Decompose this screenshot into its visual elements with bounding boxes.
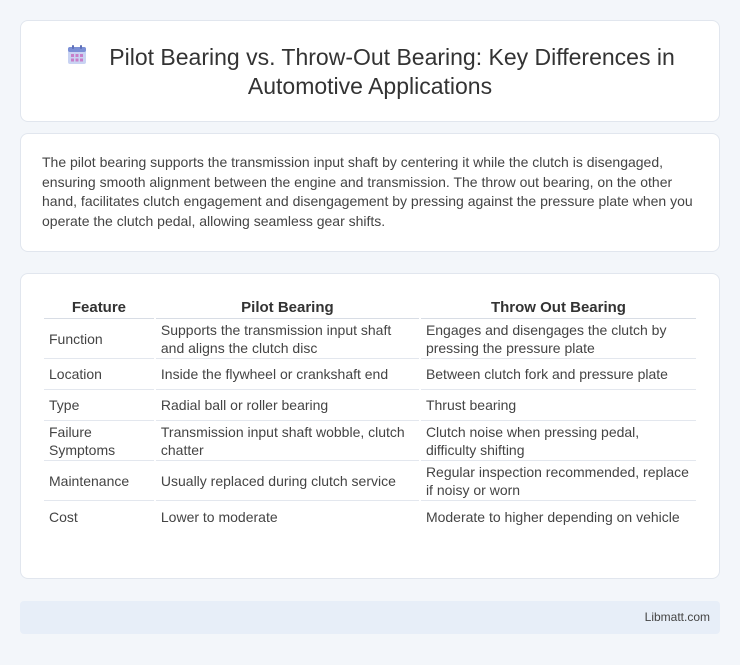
header-feature: Feature bbox=[44, 296, 154, 319]
table-row bbox=[44, 501, 696, 532]
footer-source[interactable]: Libmatt.com bbox=[644, 610, 710, 624]
intro-paragraph: The pilot bearing supports the transmission input shaft by centering it while the clutch is disengaged, ensuring smooth alignment between the engine and transmission. The throw out bearing, on the other hand, facilitates clutch engagement and disengagement by pressing against the pressure plate when you operate the clutch pedal, allowing seamless gear shifts. bbox=[42, 154, 693, 229]
table-row bbox=[44, 461, 696, 501]
feature-cell: Function bbox=[44, 319, 154, 359]
throwout-cell: Engages and disengages the clutch by pressing the pressure plate bbox=[421, 319, 696, 359]
throwout-cell: Between clutch fork and pressure plate bbox=[421, 359, 696, 390]
feature-cell: Cost bbox=[49, 508, 78, 525]
table-row bbox=[44, 319, 696, 359]
throwout-cell: Clutch noise when pressing pedal, difficulty shifting bbox=[421, 421, 696, 461]
pilot-cell: Inside the flywheel or crankshaft end bbox=[156, 359, 419, 390]
pilot-cell: Supports the transmission input shaft and aligns the clutch disc bbox=[156, 319, 419, 359]
feature-cell: Location bbox=[44, 359, 154, 390]
header-throw-out-bearing: Throw Out Bearing bbox=[421, 296, 696, 319]
feature-cell: Type bbox=[44, 390, 154, 421]
header-pilot-bearing: Pilot Bearing bbox=[156, 296, 419, 319]
pilot-cell: Transmission input shaft wobble, clutch chatter bbox=[156, 421, 419, 461]
throwout-cell: Thrust bearing bbox=[421, 390, 696, 421]
comparison-card bbox=[20, 273, 720, 579]
comparison-table bbox=[42, 296, 698, 532]
intro-card bbox=[20, 133, 720, 252]
throwout-cell: Moderate to higher depending on vehicle bbox=[425, 508, 680, 525]
pilot-cell: Radial ball or roller bearing bbox=[156, 390, 419, 421]
table-row bbox=[44, 359, 696, 390]
throwout-cell: Regular inspection recommended, replace if noisy or worn bbox=[421, 461, 696, 501]
title-row bbox=[21, 43, 719, 101]
page-title bbox=[21, 43, 719, 101]
table-header-row bbox=[44, 296, 696, 319]
table-row bbox=[44, 421, 696, 461]
title-text: Pilot Bearing vs. Throw-Out Bearing: Key Differences in Automotive Applications bbox=[109, 44, 675, 99]
title-card bbox=[20, 20, 720, 122]
footer-bar bbox=[20, 601, 720, 634]
pilot-cell: Usually replaced during clutch service bbox=[156, 461, 419, 501]
calendar-icon bbox=[65, 43, 89, 67]
pilot-cell: Lower to moderate bbox=[160, 508, 278, 525]
table-row bbox=[44, 390, 696, 421]
feature-cell: Failure Symptoms bbox=[44, 421, 154, 461]
feature-cell: Maintenance bbox=[44, 461, 154, 501]
